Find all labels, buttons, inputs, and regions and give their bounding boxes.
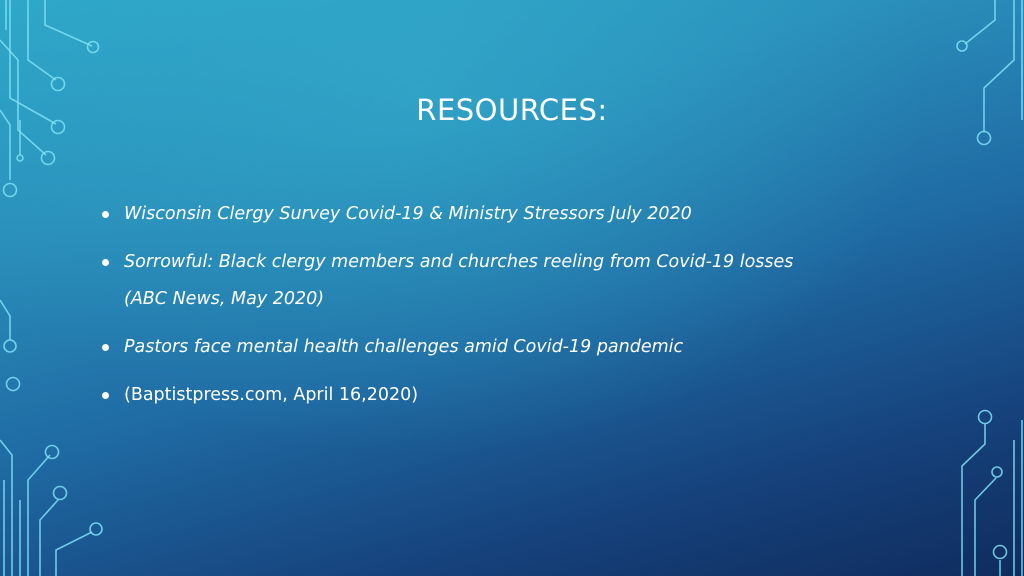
- circuit-node: [4, 340, 16, 352]
- resource-source: (ABC News, May 2020): [124, 289, 325, 309]
- circuit-node: [994, 546, 1007, 559]
- circuit-node: [46, 446, 59, 459]
- list-item: [100, 244, 960, 318]
- circuit-line: [965, 0, 995, 44]
- resource-list: [100, 196, 960, 414]
- bullet-icon: [102, 259, 109, 266]
- circuit-node: [52, 78, 65, 91]
- resource-title: Wisconsin Clergy Survey Covid-19 & Ministry Stressors July 2020: [124, 204, 692, 224]
- resource-source: (Baptistpress.com, April 16,2020): [124, 385, 419, 405]
- circuit-line: [975, 478, 996, 576]
- list-item: [100, 196, 960, 233]
- slide-title: RESOURCES:: [416, 93, 608, 127]
- resource-title: Pastors face mental health challenges amid Covid-19 pandemic: [124, 337, 684, 357]
- circuit-line: [28, 455, 50, 576]
- circuit-line: [0, 440, 12, 576]
- circuit-line: [962, 424, 985, 576]
- circuit-node: [88, 42, 99, 53]
- list-item: [100, 329, 960, 366]
- circuit-line: [28, 0, 56, 80]
- list-item: [100, 377, 960, 414]
- circuit-node: [54, 487, 67, 500]
- circuit-node: [957, 41, 967, 51]
- circuit-line: [45, 0, 92, 46]
- resource-title: Sorrowful: Black clergy members and churches reeling from Covid-19 losses: [124, 252, 794, 272]
- circuit-node: [979, 411, 992, 424]
- circuit-node: [17, 155, 23, 161]
- circuit-node: [4, 184, 17, 197]
- bullet-icon: [102, 344, 109, 351]
- circuit-node: [978, 132, 991, 145]
- circuit-node: [992, 467, 1002, 477]
- circuit-line: [0, 300, 10, 340]
- circuit-node: [42, 152, 55, 165]
- bullet-icon: [102, 211, 109, 218]
- circuit-node: [90, 523, 102, 535]
- circuit-line: [56, 532, 92, 576]
- bullet-icon: [102, 392, 109, 399]
- circuit-node: [7, 378, 20, 391]
